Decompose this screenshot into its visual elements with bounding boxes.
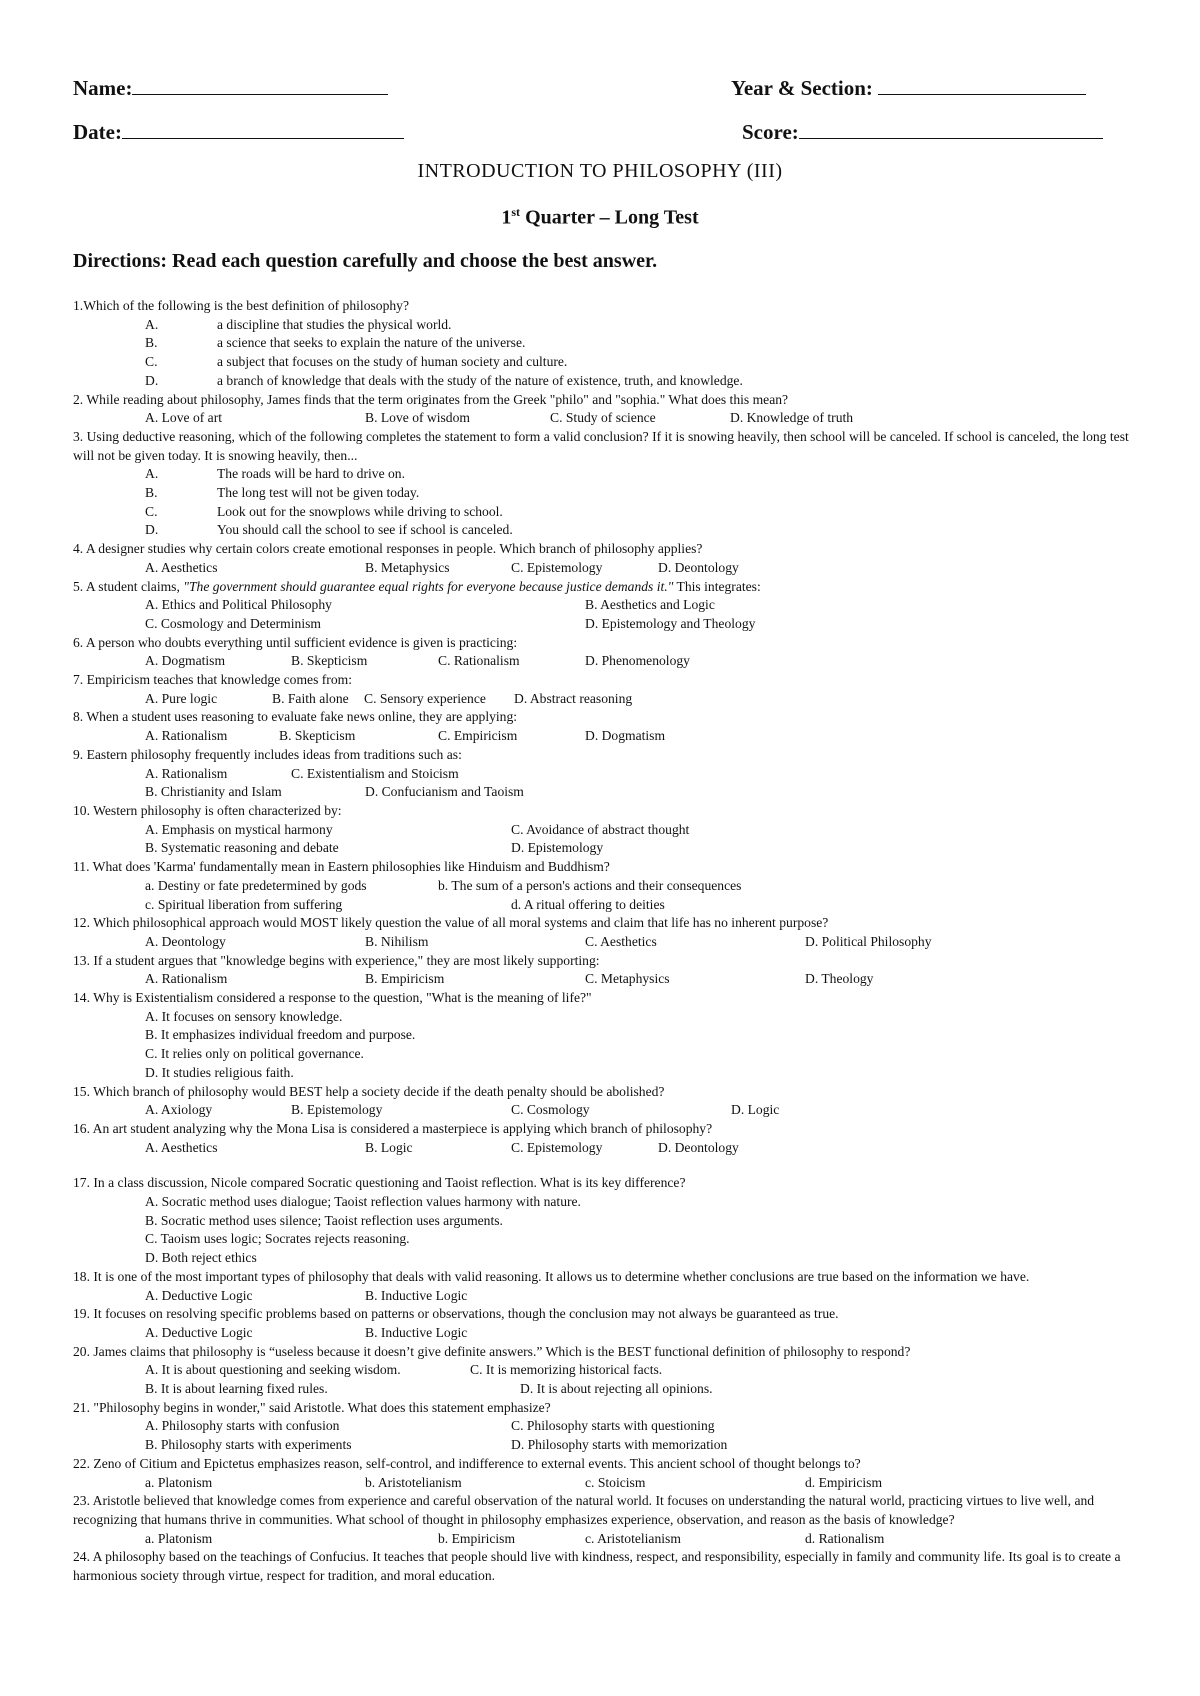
option[interactable]: A. It is about questioning and seeking wisdom. (145, 1362, 401, 1378)
option[interactable]: A. Rationalism (145, 765, 228, 781)
date-field[interactable] (73, 120, 404, 145)
option[interactable]: b. Aristotelianism (365, 1474, 462, 1490)
question-6: 6. A person who doubts everything until sufficient evidence is given is practicing: (73, 634, 518, 650)
page-title: INTRODUCTION TO PHILOSOPHY (III) (417, 160, 783, 182)
option[interactable]: B. It is about learning fixed rules. (145, 1381, 328, 1397)
question-1: 1.Which of the following is the best definition of philosophy? (73, 298, 410, 313)
options-row (73, 1101, 1133, 1120)
option[interactable]: C. It relies only on political governance. (145, 1046, 364, 1062)
question-23: 23. Aristotle believed that knowledge comes from experience and careful observation of the natural world. It focuses on understanding the natural world, practicing virtues to live well, and recognizing that humans thrive in communities. What school of thought in philosophy emphasizes experience, observation, and reason as the basis of knowledge? (73, 1493, 1095, 1527)
option[interactable]: B. The long test will not be given today. (145, 485, 420, 501)
options-row (73, 933, 1133, 952)
option[interactable]: C. Empiricism (438, 728, 518, 744)
option[interactable]: D. Epistemology and Theology (585, 615, 756, 631)
option[interactable]: A. Deductive Logic (145, 1287, 253, 1303)
directions: Directions: Read each question carefully and choose the best answer. (73, 250, 658, 272)
name-line[interactable] (132, 76, 388, 95)
option[interactable]: D. It is about rejecting all opinions. (520, 1381, 713, 1397)
options-row (73, 596, 1133, 615)
option[interactable]: D. Theology (805, 971, 874, 987)
score-label: Score: (742, 120, 799, 144)
year-section-label: Year & Section: (731, 76, 873, 100)
option[interactable]: B. Socratic method uses silence; Taoist reflection uses arguments. (145, 1212, 503, 1228)
option[interactable]: B. Skepticism (291, 653, 368, 669)
option[interactable]: B. It emphasizes individual freedom and purpose. (145, 1027, 416, 1043)
options-row (73, 839, 1133, 858)
option[interactable]: b. The sum of a person's actions and their consequences (438, 877, 742, 893)
option[interactable]: d. Rationalism (805, 1530, 885, 1546)
option[interactable]: B. Aesthetics and Logic (585, 597, 715, 613)
option[interactable]: D. Both reject ethics (145, 1250, 257, 1266)
option[interactable]: A. Ethics and Political Philosophy (145, 597, 332, 613)
option[interactable]: D. You should call the school to see if school is canceled. (145, 522, 513, 538)
options-row (73, 1380, 1133, 1399)
question-2: 2. While reading about philosophy, James finds that the term originates from the Greek "philo" and "sophia." What does this mean? (73, 391, 789, 407)
question-7: 7. Empiricism teaches that knowledge comes from: (73, 672, 352, 688)
options-row (73, 559, 1133, 578)
question-8: 8. When a student uses reasoning to evaluate fake news online, they are applying: (73, 709, 518, 725)
option[interactable]: A. Philosophy starts with confusion (145, 1418, 340, 1434)
spacer (73, 1157, 1133, 1174)
option[interactable]: A. Axiology (145, 1102, 213, 1118)
options-row (73, 783, 1133, 802)
option[interactable]: B. Skepticism (279, 728, 356, 744)
option[interactable]: C. Cosmology (511, 1102, 590, 1118)
option[interactable]: a. Platonism (145, 1474, 213, 1490)
question-4: 4. A designer studies why certain colors create emotional responses in people. Which branch of philosophy applies? (73, 541, 703, 557)
options-row (73, 821, 1133, 840)
option[interactable]: C. Study of science (550, 410, 656, 426)
name-field[interactable] (73, 76, 388, 101)
option[interactable]: B. a science that seeks to explain the nature of the universe. (145, 335, 526, 351)
question-21: 21. "Philosophy begins in wonder," said Aristotle. What does this statement emphasize? (73, 1399, 551, 1415)
option[interactable]: B. Epistemology (291, 1102, 383, 1118)
option[interactable]: A. Love of art (145, 410, 223, 426)
option[interactable]: A. Deontology (145, 933, 226, 949)
question-9: 9. Eastern philosophy frequently includes ideas from traditions such as: (73, 746, 462, 762)
option[interactable]: c. Spiritual liberation from suffering (145, 896, 343, 912)
question-24: 24. A philosophy based on the teachings of Confucius. It teaches that people should live with kindness, respect, and responsibility, especially in family and community life. Its goal is to create a harmonious society through virtue, respect for tradition, and moral education. (73, 1549, 1121, 1584)
option[interactable]: D. Phenomenology (585, 653, 690, 669)
option[interactable]: A. The roads will be hard to drive on. (145, 466, 405, 482)
options-row (73, 409, 1133, 428)
option[interactable]: D. Knowledge of truth (730, 410, 854, 426)
options-row (73, 1324, 1133, 1343)
options-row (73, 896, 1133, 915)
options-row (73, 727, 1133, 746)
question-11: 11. What does 'Karma' fundamentally mean in Eastern philosophies like Hinduism and Buddhism? (73, 859, 610, 875)
option[interactable]: A. It focuses on sensory knowledge. (145, 1008, 343, 1024)
option[interactable]: C. Metaphysics (585, 971, 670, 987)
option[interactable]: C. Epistemology (511, 1139, 603, 1155)
option[interactable]: B. Logic (365, 1139, 413, 1155)
option[interactable]: A. Dogmatism (145, 653, 226, 669)
date-line[interactable] (122, 120, 404, 139)
page-subtitle: 1st Quarter – Long Test (501, 205, 699, 229)
option[interactable]: A. Aesthetics (145, 559, 218, 575)
question-17: 17. In a class discussion, Nicole compared Socratic questioning and Taoist reflection. What is its key difference? (73, 1175, 686, 1191)
option[interactable]: B. Philosophy starts with experiments (145, 1437, 352, 1453)
question-14: 14. Why is Existentialism considered a response to the question, "What is the meaning of life?" (73, 990, 592, 1006)
option[interactable]: D. Dogmatism (585, 728, 666, 744)
option[interactable]: C. Rationalism (438, 653, 520, 669)
option[interactable]: C. Cosmology and Determinism (145, 615, 321, 631)
option[interactable]: A. Rationalism (145, 728, 228, 744)
question-5: 5. A student claims, "The government should guarantee equal rights for everyone because justice demands it." This integrates: (73, 578, 761, 594)
option[interactable]: C. Sensory experience (364, 690, 486, 706)
option[interactable]: A. a discipline that studies the physical world. (145, 316, 452, 332)
options-row (73, 765, 1133, 784)
option[interactable]: C. Look out for the snowplows while driving to school. (145, 503, 503, 519)
option[interactable]: D. Confucianism and Taoism (365, 784, 524, 800)
options-row (73, 877, 1133, 896)
option[interactable]: b. Empiricism (438, 1530, 516, 1546)
option[interactable]: D. Logic (731, 1102, 780, 1118)
option[interactable]: B. Christianity and Islam (145, 784, 282, 800)
option[interactable]: D. a branch of knowledge that deals with the study of the nature of existence, truth, and knowledge. (145, 372, 743, 388)
option[interactable]: C. Existentialism and Stoicism (291, 765, 459, 781)
option[interactable]: D. Deontology (658, 559, 739, 575)
option[interactable]: B. Inductive Logic (365, 1287, 468, 1303)
option[interactable]: C. Aesthetics (585, 933, 657, 949)
question-22: 22. Zeno of Citium and Epictetus emphasizes reason, self-control, and indifference to external events. This ancient school of thought belongs to? (73, 1455, 861, 1471)
option[interactable]: A. Socratic method uses dialogue; Taoist reflection values harmony with nature. (145, 1194, 581, 1210)
option[interactable]: A. Pure logic (145, 690, 218, 706)
option[interactable]: B. Inductive Logic (365, 1324, 468, 1340)
option[interactable]: B. Systematic reasoning and debate (145, 840, 339, 856)
option[interactable]: D. Deontology (658, 1139, 739, 1155)
year-section-line[interactable] (878, 76, 1086, 95)
question-16: 16. An art student analyzing why the Mona Lisa is considered a masterpiece is applying which branch of philosophy? (73, 1120, 713, 1136)
score-line[interactable] (799, 120, 1103, 139)
options-row (73, 970, 1133, 989)
option[interactable]: C. a subject that focuses on the study of human society and culture. (145, 354, 568, 370)
option[interactable]: d. Empiricism (805, 1474, 883, 1490)
name-label: Name: (73, 76, 133, 100)
options-row (73, 1361, 1133, 1380)
question-list (73, 297, 1133, 1586)
option[interactable]: B. Metaphysics (365, 559, 450, 575)
option[interactable]: D. It studies religious faith. (145, 1064, 294, 1080)
options-row (73, 1474, 1133, 1493)
options-row (73, 1436, 1133, 1455)
question-18: 18. It is one of the most important types of philosophy that deals with valid reasoning. It allows us to determine whether conclusions are true based on the information we have. (73, 1268, 1030, 1284)
option[interactable]: A. Aesthetics (145, 1139, 218, 1155)
question-20: 20. James claims that philosophy is “useless because it doesn’t give definite answers.” Which is the BEST functional definition of philosophy to respond? (73, 1343, 911, 1359)
option[interactable]: C. Philosophy starts with questioning (511, 1418, 715, 1434)
options-row (73, 1139, 1133, 1158)
option[interactable]: A. Emphasis on mystical harmony (145, 821, 333, 837)
option[interactable]: D. Political Philosophy (805, 933, 932, 949)
option[interactable]: a. Platonism (145, 1530, 213, 1546)
option[interactable]: C. It is memorizing historical facts. (470, 1362, 663, 1378)
options-row (73, 615, 1133, 634)
date-label: Date: (73, 120, 122, 144)
question-19: 19. It focuses on resolving specific problems based on patterns or observations, though the conclusion may not always be guaranteed as true. (73, 1306, 839, 1322)
options-row (73, 690, 1133, 709)
options-row (73, 1287, 1133, 1306)
option[interactable]: C. Taoism uses logic; Socrates rejects reasoning. (145, 1231, 410, 1247)
option[interactable]: B. Love of wisdom (365, 410, 470, 426)
options-row (73, 1530, 1133, 1549)
option[interactable]: A. Deductive Logic (145, 1324, 253, 1340)
option[interactable]: B. Faith alone (272, 690, 349, 706)
question-13: 13. If a student argues that "knowledge begins with experience," they are most likely supporting: (73, 952, 600, 968)
option[interactable]: c. Stoicism (585, 1474, 646, 1490)
option[interactable]: D. Philosophy starts with memorization (511, 1437, 728, 1453)
question-10: 10. Western philosophy is often characterized by: (73, 802, 342, 818)
options-row (73, 1417, 1133, 1436)
question-15: 15. Which branch of philosophy would BEST help a society decide if the death penalty should be abolished? (73, 1083, 665, 1099)
option[interactable]: c. Aristotelianism (585, 1530, 681, 1546)
score-field[interactable] (742, 120, 1103, 145)
question-12: 12. Which philosophical approach would MOST likely question the value of all moral systems and claim that life has no inherent purpose? (73, 915, 829, 931)
year-section-field[interactable] (731, 76, 1086, 101)
option[interactable]: D. Abstract reasoning (514, 690, 633, 706)
option[interactable]: B. Empiricism (365, 971, 445, 987)
option[interactable]: D. Epistemology (511, 840, 604, 856)
question-3: 3. Using deductive reasoning, which of the following completes the statement to form a valid conclusion? If it is snowing heavily, then school will be canceled. If school is canceled, the long test will not be given today. It is snowing heavily, then... (73, 428, 1129, 463)
option[interactable]: C. Epistemology (511, 559, 603, 575)
option[interactable]: d. A ritual offering to deities (511, 896, 665, 912)
options-row (73, 652, 1133, 671)
option[interactable]: B. Nihilism (365, 933, 429, 949)
option[interactable]: a. Destiny or fate predetermined by gods (145, 877, 367, 893)
option[interactable]: A. Rationalism (145, 971, 228, 987)
option[interactable]: C. Avoidance of abstract thought (511, 821, 690, 837)
